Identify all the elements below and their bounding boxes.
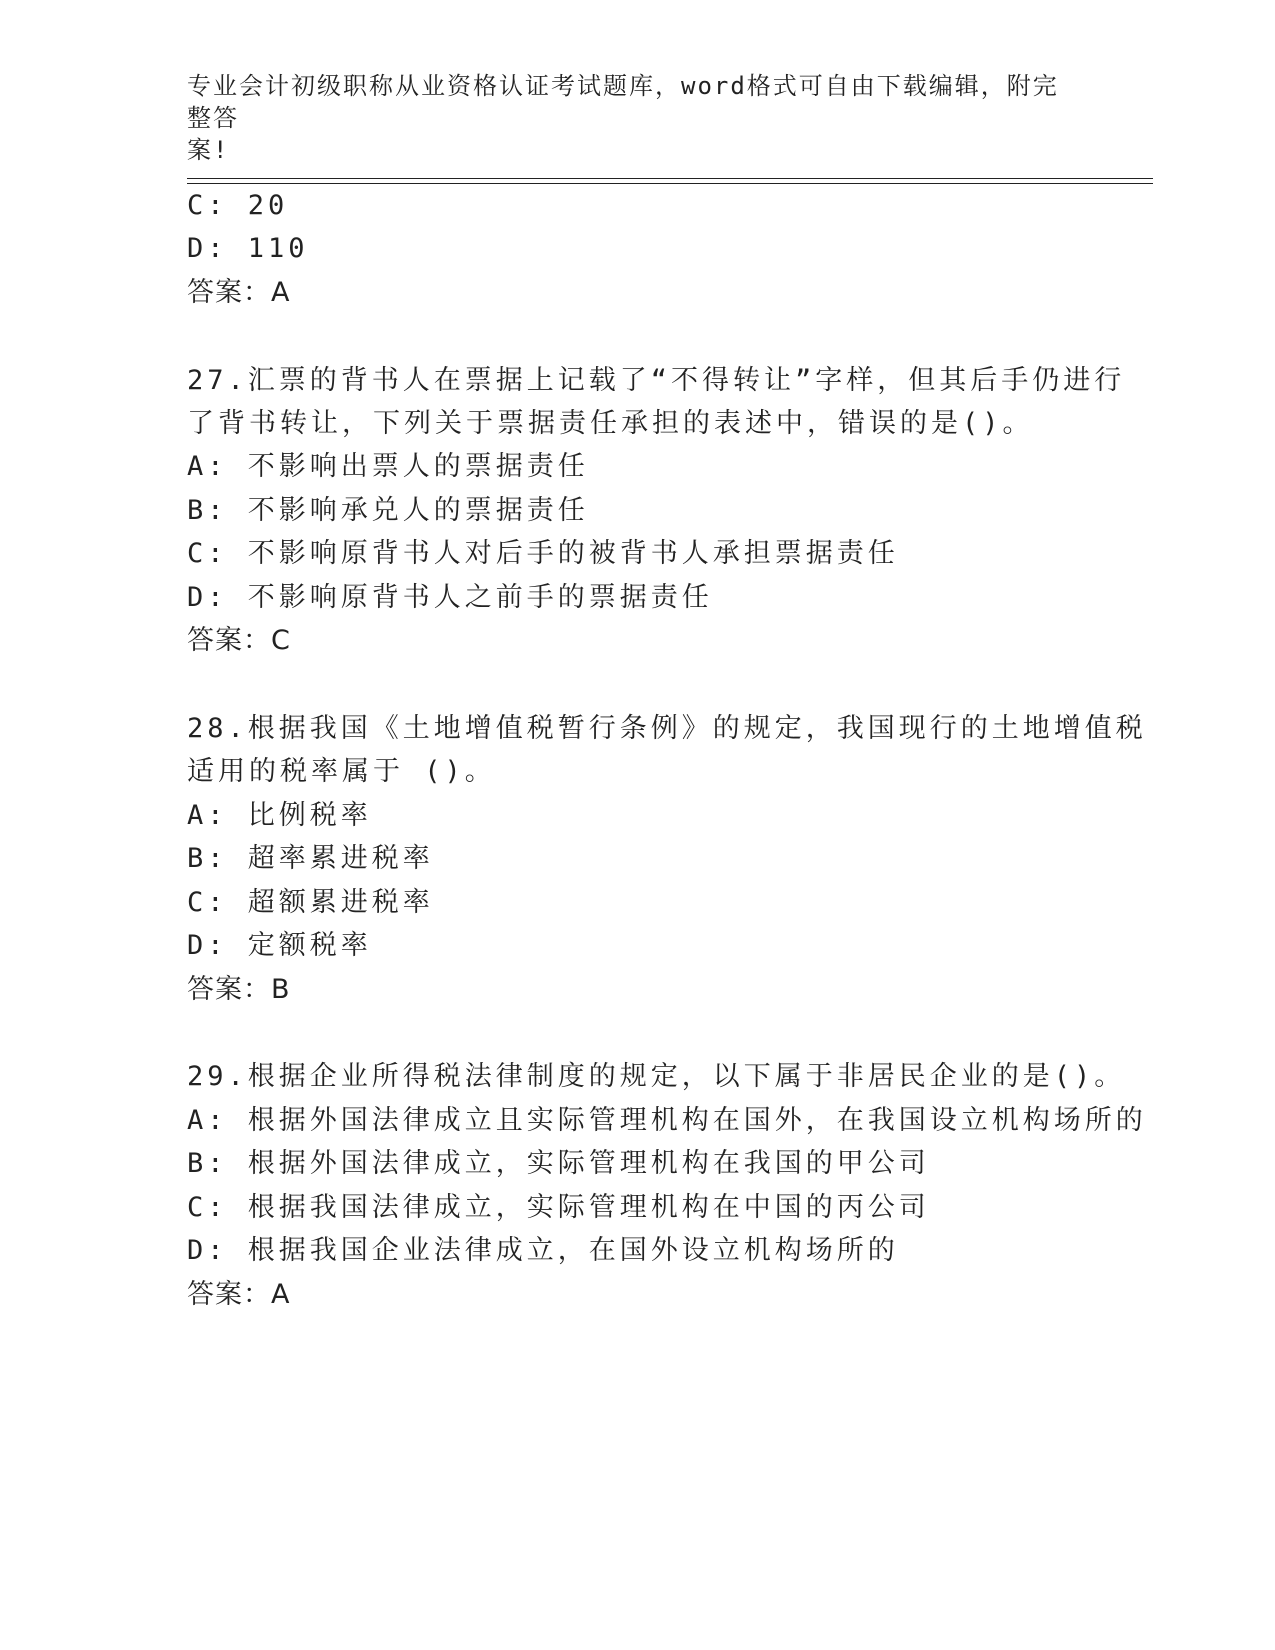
option-a: A: 根据外国法律成立且实际管理机构在国外，在我国设立机构场所的 [187,1105,1147,1136]
option-d: D: 根据我国企业法律成立，在国外设立机构场所的 [187,1235,899,1266]
question-stem-line: 适用的税率属于 ()。 [187,756,496,787]
option-a: A: 不影响出票人的票据责任 [187,451,589,482]
header-divider-top [187,178,1153,179]
question-stem-line: 28.根据我国《土地增值税暂行条例》的规定，我国现行的土地增值税 [187,713,1147,744]
option-c: C: 不影响原背书人对后手的被背书人承担票据责任 [187,538,899,569]
option-d: D: 110 [187,233,309,264]
option-c: C: 超额累进税率 [187,887,434,918]
question-stem-line: 29.根据企业所得税法律制度的规定，以下属于非居民企业的是()。 [187,1061,1126,1092]
header-line-1: 专业会计初级职称从业资格认证考试题库，word格式可自由下载编辑，附完整答 [187,72,1059,132]
answer-line: 答案：C [187,625,291,656]
option-d: D: 不影响原背书人之前手的票据责任 [187,582,713,613]
option-d: D: 定额税率 [187,930,372,961]
option-b: B: 不影响承兑人的票据责任 [187,495,589,526]
answer-line: 答案：B [187,974,291,1005]
option-b: B: 超率累进税率 [187,843,434,874]
option-b: B: 根据外国法律成立，实际管理机构在我国的甲公司 [187,1148,930,1179]
option-c: C: 20 [187,190,289,221]
answer-line: 答案：A [187,1279,291,1310]
option-c: C: 根据我国法律成立，实际管理机构在中国的丙公司 [187,1192,930,1223]
page-header [187,70,1067,166]
answer-line: 答案：A [187,277,291,308]
question-stem-line: 27.汇票的背书人在票据上记载了“不得转让”字样，但其后手仍进行 [187,365,1126,396]
option-a: A: 比例税率 [187,800,372,831]
question-stem-line: 了背书转让，下列关于票据责任承担的表述中，错误的是()。 [187,408,1034,439]
header-line-2: 案! [187,136,230,164]
header-divider-bottom [187,183,1153,184]
